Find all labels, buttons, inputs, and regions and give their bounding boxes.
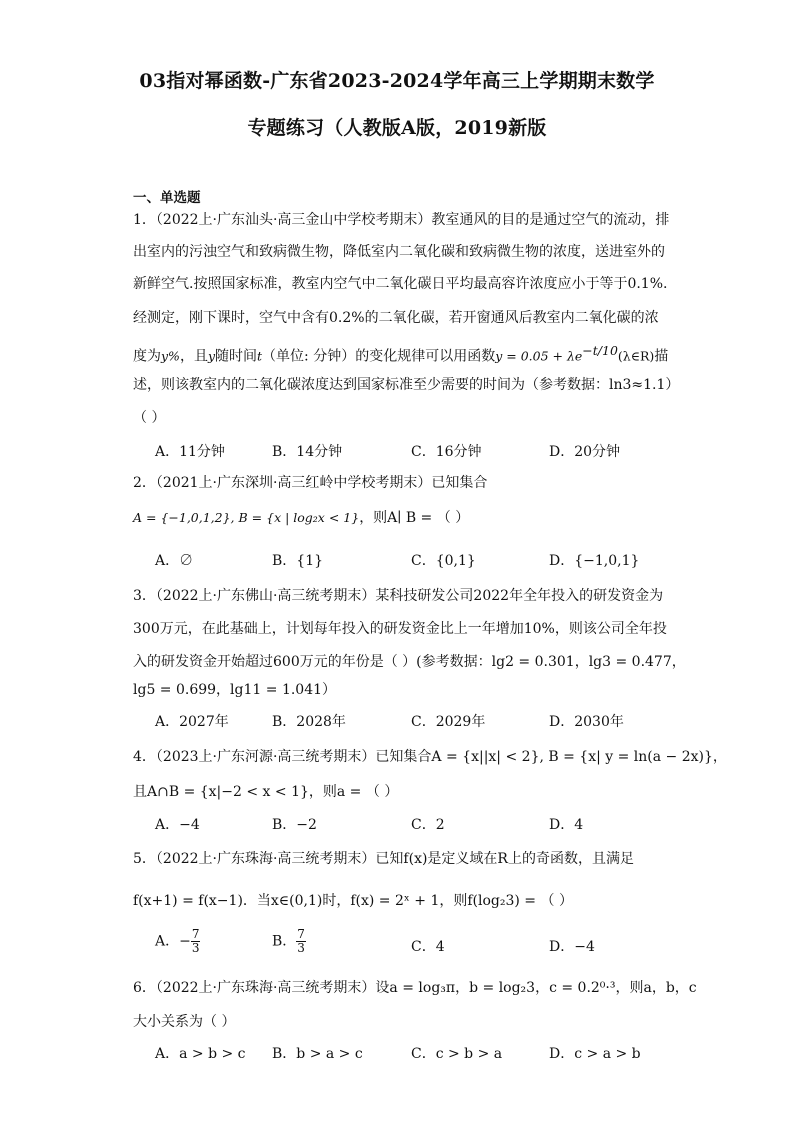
option-a[interactable]: A．−4 bbox=[155, 817, 200, 833]
document-title-line1: 03指对幂函数-广东省2023-2024学年高三上学期期末数学 bbox=[139, 70, 655, 92]
math: y% bbox=[161, 348, 180, 364]
question-2-line: 2．（2021上·广东深圳·高三红岭中学校考期末）已知集合 bbox=[133, 475, 488, 491]
text: 描 bbox=[654, 348, 669, 365]
option-c[interactable]: C．16分钟 bbox=[411, 444, 482, 460]
math: t bbox=[257, 348, 263, 364]
fraction bbox=[296, 928, 306, 955]
text: （单位: 分钟）的变化规律可以用函数 bbox=[262, 348, 496, 365]
text: ，且 bbox=[179, 348, 208, 365]
question-1-options bbox=[155, 441, 675, 465]
question-1-line: 经测定，刚下课时，空气中含有0.2%的二氧化碳，若开窗通风后教室内二氧化碳的浓 bbox=[133, 310, 659, 326]
question-3-line: 入的研发资金开始超过600万元的年份是（ ）(参考数据：lg2 = 0.301，lg3 = 0.477， bbox=[133, 654, 686, 670]
option-b[interactable]: B．b > a > c bbox=[272, 1046, 363, 1062]
question-3-line: 3．（2022上·广东佛山·高三统考期末）某科技研发公司2022年全年投入的研发资金为 bbox=[133, 588, 664, 604]
question-6-options bbox=[155, 1043, 675, 1067]
math: y = 0.05 + λe bbox=[495, 348, 583, 364]
option-c[interactable]: C．{0,1} bbox=[411, 553, 476, 569]
option-d[interactable]: D．2030年 bbox=[549, 714, 624, 730]
option-d[interactable]: D．{−1,0,1} bbox=[549, 553, 640, 569]
option-a[interactable]: A．11分钟 bbox=[155, 444, 225, 460]
option-a[interactable]: A．2027年 bbox=[155, 714, 229, 730]
fraction-numerator: 7 bbox=[297, 927, 305, 941]
option-d[interactable]: D．20分钟 bbox=[549, 444, 621, 460]
question-1-line: 出室内的污浊空气和致病微生物，降低室内二氧化碳和致病微生物的浓度，送进室外的 bbox=[133, 244, 665, 260]
question-4-options bbox=[155, 814, 675, 838]
question-2-line bbox=[133, 507, 663, 529]
question-1-line: 新鲜空气.按照国家标准，教室内空气中二氧化碳日平均最高容许浓度应小于等于0.1%. bbox=[133, 276, 668, 292]
question-1-line: 述，则该教室内的二氧化碳浓度达到国家标准至少需要的时间为（参考数据：ln3≈1.1） bbox=[133, 377, 680, 393]
text: 度为 bbox=[133, 348, 161, 365]
text: ，则A∣ B = （ ） bbox=[359, 510, 470, 526]
question-2-options bbox=[155, 550, 675, 574]
question-3-options bbox=[155, 711, 675, 735]
question-5-line: 5．（2022上·广东珠海·高三统考期末）已知f(x)是定义域在R上的奇函数，且满足 bbox=[133, 851, 634, 867]
question-4-line: 4．（2023上·广东河源·高三统考期末）已知集合A = {x||x| < 2}, B = {x| y = ln(a − 2x)}， bbox=[133, 749, 727, 765]
question-6-line: 大小关系为（ ） bbox=[133, 1014, 236, 1030]
option-b[interactable]: B．{1} bbox=[272, 553, 324, 569]
option-d[interactable]: D．4 bbox=[549, 817, 584, 833]
question-1-line bbox=[133, 340, 669, 368]
question-3-line: lg5 = 0.699，lg11 = 1.041） bbox=[133, 682, 337, 698]
question-5-line: f(x+1) = f(x−1)．当x∈(0,1)时，f(x) = 2ˣ + 1，则f(log₂3) = （ ） bbox=[133, 893, 573, 909]
question-1-line: （ ） bbox=[133, 410, 166, 426]
fraction bbox=[191, 928, 201, 955]
option-d[interactable]: D．c > a > b bbox=[549, 1046, 641, 1062]
math: y bbox=[207, 348, 216, 364]
section-heading: 一、单选题 bbox=[133, 190, 201, 206]
option-b[interactable] bbox=[272, 928, 306, 955]
math: A = {−1,0,1,2}, B = {x | log₂x < 1} bbox=[133, 510, 360, 525]
option-b-label: B． bbox=[272, 933, 297, 950]
question-5-options bbox=[155, 928, 675, 964]
fraction-denominator: 3 bbox=[297, 941, 305, 955]
option-c[interactable]: C．c > b > a bbox=[411, 1046, 503, 1062]
question-6-line: 6．（2022上·广东珠海·高三统考期末）设a = log₃π，b = log₂3，c = 0.2⁰·³，则a，b，c bbox=[133, 980, 697, 996]
text: 随时间 bbox=[215, 348, 258, 365]
option-b[interactable]: B．14分钟 bbox=[272, 444, 343, 460]
option-d[interactable]: D．−4 bbox=[549, 939, 595, 955]
question-1-line: 1．（2022上·广东汕头·高三金山中学校考期末）教室通风的目的是通过空气的流动，排 bbox=[133, 212, 670, 228]
option-c[interactable]: C．4 bbox=[411, 939, 445, 955]
option-c[interactable]: C．2 bbox=[411, 817, 445, 833]
option-a[interactable]: A．∅ bbox=[155, 553, 194, 569]
question-4-line: 且A∩B = {x|−2 < x < 1}，则a = （ ） bbox=[133, 784, 399, 800]
math: (λ∈R) bbox=[617, 348, 655, 364]
math-exponent: −t/10 bbox=[582, 343, 618, 358]
fraction-numerator: 7 bbox=[191, 927, 200, 941]
option-c[interactable]: C．2029年 bbox=[411, 714, 486, 730]
option-a-label: A．− bbox=[155, 933, 191, 950]
question-3-line: 300万元，在此基础上，计划每年投入的研发资金比上一年增加10%，则该公司全年投 bbox=[133, 621, 667, 637]
option-a[interactable] bbox=[155, 928, 200, 955]
fraction-denominator: 3 bbox=[191, 941, 200, 955]
option-b[interactable]: B．2028年 bbox=[272, 714, 346, 730]
option-a[interactable]: A．a > b > c bbox=[155, 1046, 246, 1062]
document-title-line2: 专题练习（人教版A版，2019新版 bbox=[247, 117, 547, 139]
option-b[interactable]: B．−2 bbox=[272, 817, 317, 833]
